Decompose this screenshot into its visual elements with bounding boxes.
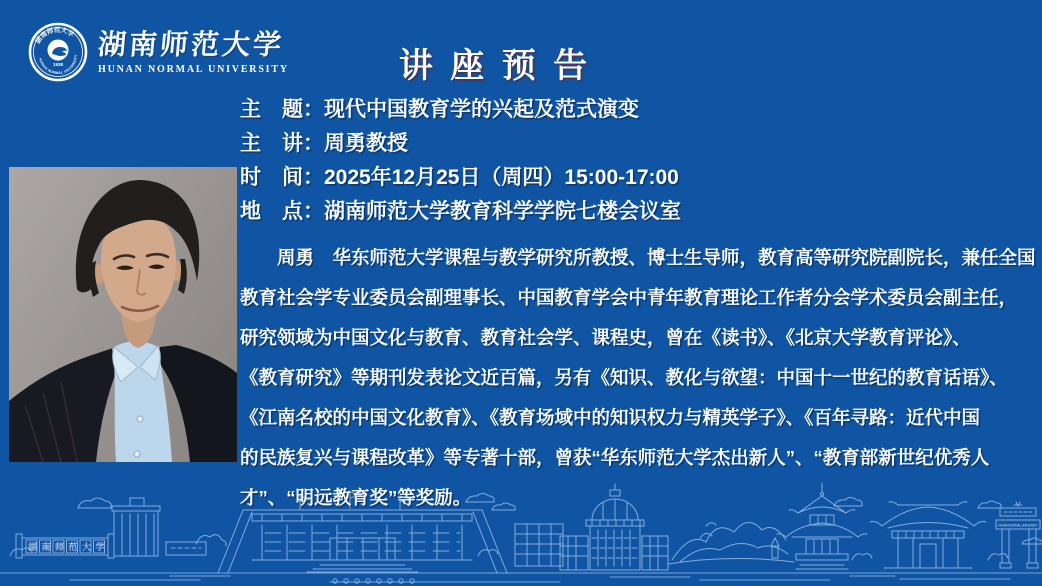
speaker-label: 主 讲：: [240, 132, 324, 155]
university-name-en: HUNAN NORMAL UNIVERSITY: [98, 64, 289, 75]
auditorium-building: [218, 492, 507, 583]
svg-text:湖南师范大学: 湖南师范大学: [34, 26, 75, 46]
time-label: 时 间：: [240, 166, 324, 189]
gate-plaque-text: 湖南师范大学: [28, 542, 110, 552]
topic-value: 现代中国教育学的兴起及范式演变: [324, 98, 639, 121]
right-gate: [996, 502, 1040, 568]
bio-line: 的民族复兴与课程改革》等专著十部，曾获“华东师范大学杰出新人”、“教育部新世纪优秀人: [240, 447, 990, 468]
pagoda: [771, 483, 867, 569]
campus-sign-wall: [166, 542, 206, 555]
bio-line: 才”、“明远教育奖”等奖励。: [240, 487, 472, 508]
speaker-photo: [9, 167, 237, 462]
tree-icon: [10, 535, 1008, 560]
info-row-topic: [240, 95, 681, 129]
bio-line: 教育社会学专业委员会副理事长、中国教育学会中青年教育理论工作者分会学术委员会副主任，: [240, 287, 1018, 308]
bio-line: 《教育研究》等期刊发表论文近百篇，另有《知识、教化与欲望：中国十一世纪的教育话语》、: [240, 367, 1008, 388]
bio-line: 周勇 华东师范大学课程与教学研究所教授、博士生导师，教育高等研究院副院长，兼任全国: [277, 247, 1036, 268]
ground-lines: [0, 573, 1042, 582]
temple-building: [870, 502, 986, 568]
location-label: 地 点：: [240, 200, 324, 223]
campus-gate-tower: [112, 498, 160, 556]
wing-building: [515, 524, 563, 566]
right-gate-arch-text: HUNAN NORMAL UNIVERSITY: [998, 523, 1038, 528]
info-row-time: [240, 163, 681, 197]
speaker-value: 周勇教授: [324, 132, 408, 155]
dome-building: [560, 484, 668, 570]
university-name-zh: 湖南师范大学: [96, 29, 286, 60]
bio-line: 研究领域为中国文化与教育、教育社会学、课程史，曾在《读书》、《北京大学教育评论》、: [240, 327, 971, 348]
svg-text:1938: 1938: [52, 62, 64, 67]
location-value: 湖南师范大学教育科学学院七楼会议室: [324, 200, 681, 223]
shirt-button: [134, 451, 140, 457]
page-title: 讲 座 预 告: [398, 47, 592, 85]
info-row-location: [240, 197, 681, 231]
shirt-button: [137, 416, 143, 422]
svg-text:HUNAN NORMAL UNIVERSITY: HUNAN NORMAL UNIVERSITY: [38, 54, 79, 76]
topic-label: 主 题：: [240, 98, 324, 121]
bio-line: 《江南名校的中国文化教育》、《教育场域中的知识权力与精英学子》、《百年寻路：近代中国: [240, 407, 981, 428]
lecture-info: [240, 95, 681, 231]
speaker-bio: [240, 238, 1036, 518]
campus-skyline-illustration: [0, 480, 1042, 586]
time-value: 2025年12月25日（周四）15:00-17:00: [324, 166, 679, 189]
info-row-speaker: [240, 129, 681, 163]
